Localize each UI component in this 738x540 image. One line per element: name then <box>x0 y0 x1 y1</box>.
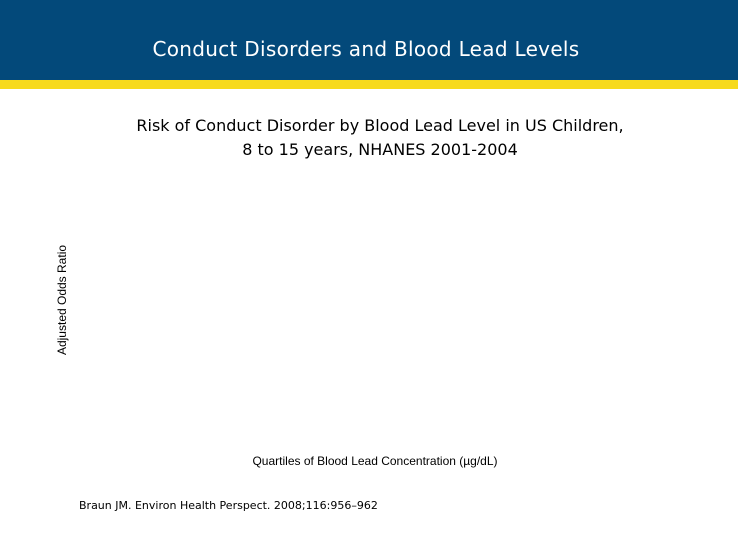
plot-area <box>80 170 700 450</box>
slide-header <box>0 0 738 80</box>
citation: Braun JM. Environ Health Perspect. 2008;116:956–962 <box>79 499 378 512</box>
chart-title-line-1: Risk of Conduct Disorder by Blood Lead Level in US Children, <box>136 116 624 135</box>
chart-title-line-2: 8 to 15 years, NHANES 2001-2004 <box>242 140 518 159</box>
header-accent-rule <box>0 80 738 89</box>
chart-plot <box>80 170 700 450</box>
x-axis-label: Quartiles of Blood Lead Concentration (µg/dL) <box>252 454 498 468</box>
chart-title <box>60 114 700 162</box>
slide-title: Conduct Disorders and Blood Lead Levels <box>152 37 580 61</box>
y-axis-label: Adjusted Odds Ratio <box>55 244 69 356</box>
